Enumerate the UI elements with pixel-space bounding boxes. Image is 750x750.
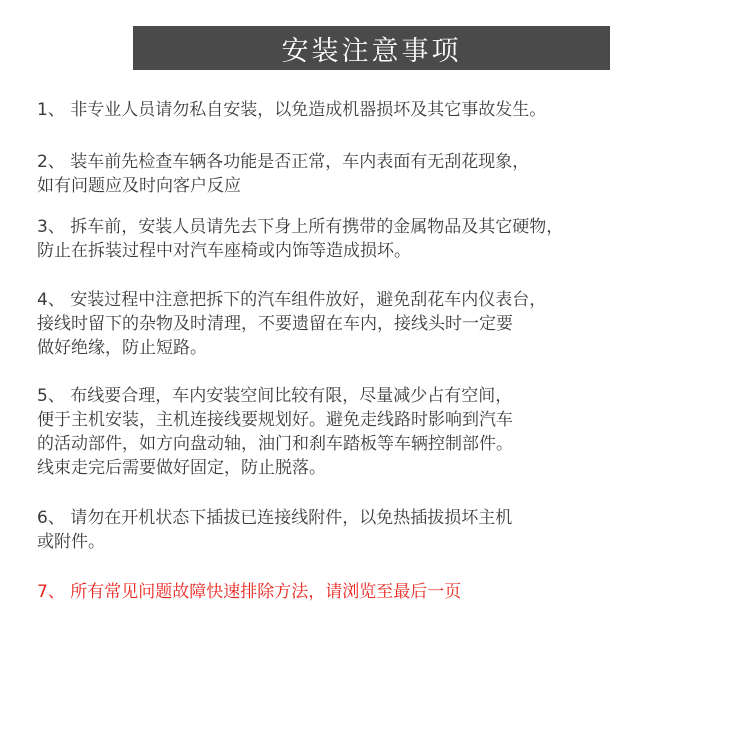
notice-item-1: [37, 98, 546, 122]
notice-item-7-highlight: [37, 580, 461, 604]
notice-line: 线束走完后需要做好固定，防止脱落。: [37, 458, 326, 478]
notice-line: 接线时留下的杂物及时清理，不要遗留在车内，接线头时一定要: [37, 314, 513, 334]
notice-line: 或附件。: [37, 532, 105, 552]
page-title: 安装注意事项: [281, 35, 462, 67]
notice-item-4: [37, 288, 546, 360]
notice-line: 做好绝缘，防止短路。: [37, 338, 207, 358]
notice-line: 2、 装车前先检查车辆各功能是否正常，车内表面有无刮花现象，: [37, 152, 530, 172]
notice-line: 3、 拆车前，安装人员请先去下身上所有携带的金属物品及其它硬物，: [37, 217, 564, 237]
notice-item-5: [37, 384, 513, 480]
notice-line: 4、 安装过程中注意把拆下的汽车组件放好，避免刮花车内仪表台，: [37, 290, 547, 310]
notice-line: 1、 非专业人员请勿私自安装，以免造成机器损坏及其它事故发生。: [37, 100, 547, 120]
notice-line: 5、 布线要合理，车内安装空间比较有限，尽量减少占有空间，: [37, 386, 513, 406]
notice-line: 便于主机安装，主机连接线要规划好。避免走线路时影响到汽车: [37, 410, 513, 430]
notice-item-6: [37, 506, 512, 554]
notice-item-3: [37, 215, 563, 263]
title-banner: [133, 26, 610, 70]
notice-item-2: [37, 150, 529, 198]
notice-line: 6、 请勿在开机状态下插拔已连接线附件，以免热插拔损坏主机: [37, 508, 513, 528]
notice-line: 7、 所有常见问题故障快速排除方法，请浏览至最后一页: [37, 582, 462, 602]
notice-line: 防止在拆装过程中对汽车座椅或内饰等造成损坏。: [37, 241, 411, 261]
notice-line: 的活动部件，如方向盘动轴，油门和刹车踏板等车辆控制部件。: [37, 434, 513, 454]
notice-line: 如有问题应及时向客户反应: [37, 176, 241, 196]
